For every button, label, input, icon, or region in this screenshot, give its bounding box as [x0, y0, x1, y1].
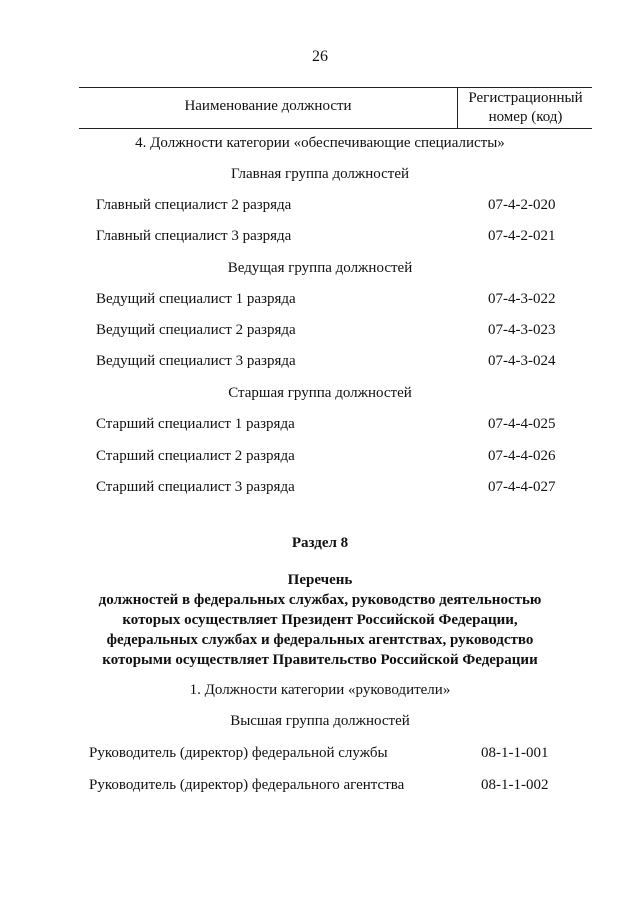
category-title: 4. Должности категории «обеспечивающие специалисты» [135, 135, 505, 151]
position-code: 07-4-2-020 [488, 197, 556, 213]
group-title: Высшая группа должностей [230, 713, 410, 729]
position-code: 08-1-1-002 [481, 777, 549, 793]
position-name: Главный специалист 3 разряда [96, 228, 292, 244]
position-code: 08-1-1-001 [481, 745, 549, 761]
section-title-line: Перечень [287, 572, 353, 588]
column-header-name: Наименование должности [184, 98, 352, 114]
position-code: 07-4-3-023 [488, 322, 556, 338]
section-title [0, 570, 640, 670]
position-name: Ведущий специалист 2 разряда [96, 322, 296, 338]
position-name: Ведущий специалист 1 разряда [96, 291, 296, 307]
position-code: 07-4-3-022 [488, 291, 556, 307]
group-title: Главная группа должностей [230, 166, 410, 182]
position-code: 07-4-4-025 [488, 416, 556, 432]
category-title: 1. Должности категории «руководители» [189, 682, 451, 698]
position-name: Старший специалист 2 разряда [96, 448, 295, 464]
position-name: Главный специалист 2 разряда [96, 197, 292, 213]
position-code: 07-4-4-027 [488, 479, 556, 495]
group-title: Ведущая группа должностей [227, 260, 413, 276]
column-header-code: Регистрационный номер (код) [468, 90, 583, 125]
page-number: 26 [312, 48, 328, 65]
position-code: 07-4-4-026 [488, 448, 556, 464]
column-divider [457, 88, 458, 128]
table-header [79, 87, 592, 129]
group-title: Старшая группа должностей [228, 385, 412, 401]
position-code: 07-4-2-021 [488, 228, 556, 244]
section-title-line: федеральных службах и федеральных агентствах, руководство [106, 632, 534, 648]
position-name: Руководитель (директор) федерального агентства [89, 777, 405, 793]
position-name: Старший специалист 3 разряда [96, 479, 295, 495]
position-name: Ведущий специалист 3 разряда [96, 353, 296, 369]
position-code: 07-4-3-024 [488, 353, 556, 369]
section-title-line: которых осуществляет Президент Российской Федерации, [122, 612, 518, 628]
section-heading: Раздел 8 [291, 535, 349, 551]
position-name: Руководитель (директор) федеральной службы [89, 745, 388, 761]
section-title-line: которыми осуществляет Правительство Российской Федерации [102, 652, 538, 668]
section-title-line: должностей в федеральных службах, руководство деятельностью [98, 592, 542, 608]
position-name: Старший специалист 1 разряда [96, 416, 295, 432]
